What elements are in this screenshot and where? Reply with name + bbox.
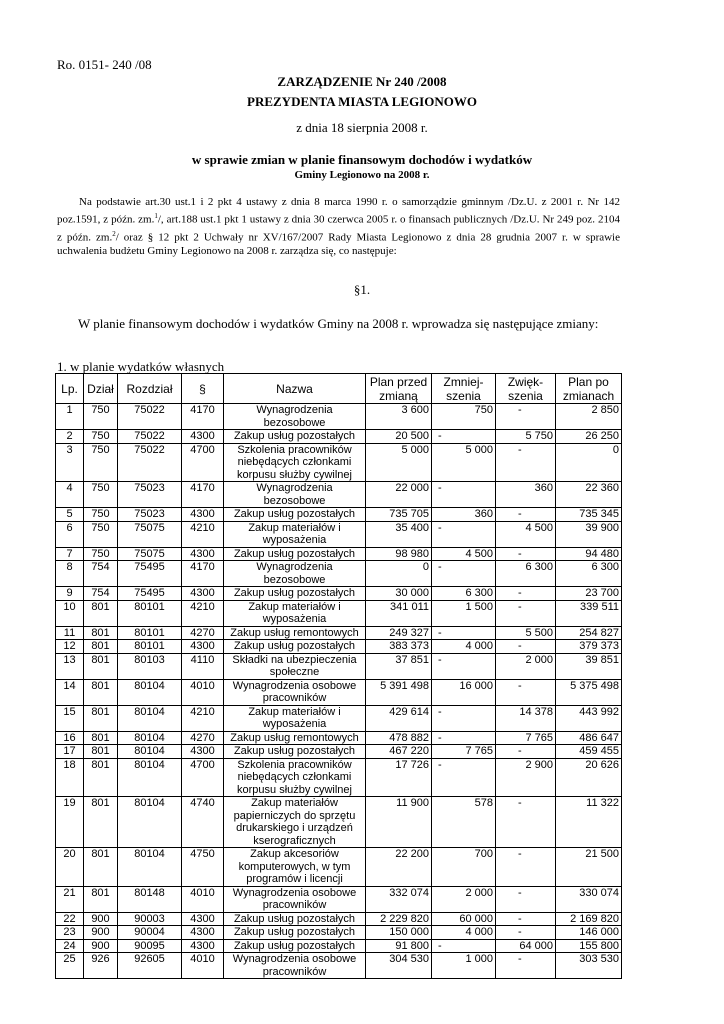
row-lp: 22 — [56, 912, 84, 926]
row-dzial: 801 — [84, 679, 118, 705]
row-paragraph: 4300 — [182, 745, 224, 759]
row-plan-przed: 30 000 — [366, 587, 432, 601]
document-title: ZARZĄDZENIE Nr 240 /2008 — [277, 74, 447, 89]
row-zwiekszenia: 5 500 — [496, 626, 556, 640]
row-nazwa: Zakup usług pozostałych — [224, 640, 366, 654]
row-nazwa: Zakup usług pozostałych — [224, 745, 366, 759]
row-zmniejszenia: 7 765 — [432, 745, 496, 759]
row-rozdzial: 80101 — [118, 626, 182, 640]
row-zmniejszenia: 6 300 — [432, 587, 496, 601]
row-zwiekszenia: - — [496, 443, 556, 482]
row-zmniejszenia: 16 000 — [432, 679, 496, 705]
header-paragraph: § — [182, 374, 224, 404]
row-lp: 12 — [56, 640, 84, 654]
row-rozdzial: 90095 — [118, 939, 182, 953]
row-zwiekszenia: - — [496, 508, 556, 522]
row-zwiekszenia: - — [496, 600, 556, 626]
row-rozdzial: 75022 — [118, 443, 182, 482]
row-zwiekszenia: 5 750 — [496, 430, 556, 444]
table-row — [56, 430, 622, 444]
row-paragraph: 4210 — [182, 600, 224, 626]
row-nazwa: Składki na ubezpieczenia społeczne — [224, 653, 366, 679]
row-lp: 19 — [56, 797, 84, 848]
row-rozdzial: 75075 — [118, 521, 182, 547]
row-paragraph: 4300 — [182, 912, 224, 926]
row-plan-przed: 735 705 — [366, 508, 432, 522]
row-rozdzial: 80104 — [118, 758, 182, 797]
row-paragraph: 4750 — [182, 848, 224, 887]
row-plan-przed: 0 — [366, 561, 432, 587]
header-zmniejszenia: Zmniej-szenia — [432, 374, 496, 404]
row-nazwa: Wynagrodzenia bezosobowe — [224, 482, 366, 508]
row-zwiekszenia: 2 900 — [496, 758, 556, 797]
row-rozdzial: 80103 — [118, 653, 182, 679]
row-nazwa: Zakup materiałów i wyposażenia — [224, 600, 366, 626]
row-lp: 14 — [56, 679, 84, 705]
row-zwiekszenia: 14 378 — [496, 705, 556, 731]
row-rozdzial: 80148 — [118, 886, 182, 912]
row-zwiekszenia: 64 000 — [496, 939, 556, 953]
row-nazwa: Wynagrodzenia bezosobowe — [224, 404, 366, 430]
row-rozdzial: 75075 — [118, 547, 182, 561]
row-plan-po: 339 511 — [556, 600, 622, 626]
row-zmniejszenia: 4 000 — [432, 926, 496, 940]
row-rozdzial: 90004 — [118, 926, 182, 940]
row-plan-po: 303 530 — [556, 953, 622, 979]
row-zmniejszenia: 1 000 — [432, 953, 496, 979]
row-zwiekszenia: - — [496, 848, 556, 887]
header-lp: Lp. — [56, 374, 84, 404]
row-rozdzial: 75495 — [118, 561, 182, 587]
row-lp: 25 — [56, 953, 84, 979]
row-paragraph: 4270 — [182, 731, 224, 745]
row-zwiekszenia: - — [496, 926, 556, 940]
row-plan-przed: 304 530 — [366, 953, 432, 979]
row-lp: 21 — [56, 886, 84, 912]
row-nazwa: Szkolenia pracowników niebędących członkami korpusu służby cywilnej — [224, 443, 366, 482]
row-dzial: 750 — [84, 521, 118, 547]
row-plan-po: 94 480 — [556, 547, 622, 561]
table-row — [56, 848, 622, 887]
row-zmniejszenia: - — [432, 561, 496, 587]
row-lp: 15 — [56, 705, 84, 731]
row-dzial: 801 — [84, 745, 118, 759]
row-plan-przed: 98 980 — [366, 547, 432, 561]
table-row — [56, 705, 622, 731]
row-nazwa: Zakup akcesoriów komputerowych, w tym programów i licencji — [224, 848, 366, 887]
table-row — [56, 404, 622, 430]
section-title: 1. w planie wydatków własnych — [57, 359, 225, 374]
row-dzial: 801 — [84, 797, 118, 848]
table-row — [56, 600, 622, 626]
table-row — [56, 640, 622, 654]
row-dzial: 801 — [84, 886, 118, 912]
row-plan-po: 23 700 — [556, 587, 622, 601]
row-lp: 5 — [56, 508, 84, 522]
table-row — [56, 731, 622, 745]
header-plan-po: Plan po zmianach — [556, 374, 622, 404]
table-row — [56, 508, 622, 522]
table-row — [56, 443, 622, 482]
row-nazwa: Zakup materiałów i wyposażenia — [224, 521, 366, 547]
row-plan-po: 39 900 — [556, 521, 622, 547]
row-zwiekszenia: - — [496, 547, 556, 561]
row-rozdzial: 80104 — [118, 705, 182, 731]
row-zwiekszenia: - — [496, 745, 556, 759]
row-rozdzial: 75022 — [118, 404, 182, 430]
header-plan-przed: Plan przed zmianą — [366, 374, 432, 404]
row-zmniejszenia: 1 500 — [432, 600, 496, 626]
row-paragraph: 4300 — [182, 939, 224, 953]
row-dzial: 926 — [84, 953, 118, 979]
table-row — [56, 653, 622, 679]
row-nazwa: Zakup materiałów papierniczych do sprzętu drukarskiego i urządzeń kserograficznych — [224, 797, 366, 848]
row-paragraph: 4300 — [182, 926, 224, 940]
table-row — [56, 953, 622, 979]
row-paragraph: 4210 — [182, 521, 224, 547]
row-zmniejszenia: - — [432, 758, 496, 797]
row-lp: 10 — [56, 600, 84, 626]
row-nazwa: Zakup materiałów i wyposażenia — [224, 705, 366, 731]
row-zmniejszenia: - — [432, 482, 496, 508]
row-plan-przed: 332 074 — [366, 886, 432, 912]
row-nazwa: Wynagrodzenia osobowe pracowników — [224, 886, 366, 912]
row-lp: 13 — [56, 653, 84, 679]
row-dzial: 801 — [84, 640, 118, 654]
row-zwiekszenia: 4 500 — [496, 521, 556, 547]
intro-part-c: / oraz § 12 pkt 2 Uchwały nr XV/167/2007 Rady Miasta Legionowo z dnia 28 grudnia 2007 r. w sprawie uchwalenia budżetu Gminy Legionowo na 2008 r. zarządza się, co następuje: — [57, 231, 620, 258]
row-plan-przed: 20 500 — [366, 430, 432, 444]
row-lp: 3 — [56, 443, 84, 482]
row-zmniejszenia: 4 500 — [432, 547, 496, 561]
table-row — [56, 745, 622, 759]
row-plan-po: 735 345 — [556, 508, 622, 522]
reference-number: Ro. 0151- 240 /08 — [57, 57, 152, 72]
row-rozdzial: 80104 — [118, 679, 182, 705]
table-header-row — [56, 374, 622, 404]
table-row — [56, 626, 622, 640]
lead-text: W planie finansowym dochodów i wydatków Gminy na 2008 r. wprowadza się następujące zmiany: — [78, 316, 599, 331]
row-lp: 23 — [56, 926, 84, 940]
row-lp: 4 — [56, 482, 84, 508]
intro-part-b: /, art.188 ust.1 pkt 1 ustawy z dnia 30 czerwca 2005 r. o finansach publicznych /Dz.U. Nr 249 poz. 2104 z późn. zm. — [57, 213, 620, 244]
row-paragraph: 4170 — [182, 482, 224, 508]
row-plan-przed: 22 200 — [366, 848, 432, 887]
row-rozdzial: 75023 — [118, 508, 182, 522]
row-plan-przed: 150 000 — [366, 926, 432, 940]
row-dzial: 750 — [84, 404, 118, 430]
row-plan-przed: 11 900 — [366, 797, 432, 848]
row-rozdzial: 80104 — [118, 745, 182, 759]
row-zmniejszenia: 2 000 — [432, 886, 496, 912]
row-nazwa: Wynagrodzenia osobowe pracowników — [224, 679, 366, 705]
row-plan-po: 39 851 — [556, 653, 622, 679]
row-rozdzial: 80101 — [118, 600, 182, 626]
row-zmniejszenia: - — [432, 521, 496, 547]
row-rozdzial: 80104 — [118, 848, 182, 887]
row-plan-po: 459 455 — [556, 745, 622, 759]
row-dzial: 754 — [84, 587, 118, 601]
row-lp: 24 — [56, 939, 84, 953]
table-row — [56, 587, 622, 601]
row-paragraph: 4010 — [182, 886, 224, 912]
row-dzial: 750 — [84, 508, 118, 522]
row-paragraph: 4270 — [182, 626, 224, 640]
paragraph-symbol: §1. — [353, 282, 371, 297]
row-paragraph: 4300 — [182, 547, 224, 561]
row-paragraph: 4300 — [182, 508, 224, 522]
row-zwiekszenia: - — [496, 404, 556, 430]
table-row — [56, 886, 622, 912]
row-zwiekszenia: - — [496, 953, 556, 979]
row-dzial: 801 — [84, 758, 118, 797]
row-paragraph: 4300 — [182, 640, 224, 654]
row-plan-po: 146 000 — [556, 926, 622, 940]
row-plan-po: 22 360 — [556, 482, 622, 508]
row-plan-przed: 91 800 — [366, 939, 432, 953]
row-plan-po: 379 373 — [556, 640, 622, 654]
table-row — [56, 939, 622, 953]
row-plan-przed: 37 851 — [366, 653, 432, 679]
row-zwiekszenia: 2 000 — [496, 653, 556, 679]
row-zwiekszenia: - — [496, 912, 556, 926]
row-zwiekszenia: - — [496, 640, 556, 654]
row-zmniejszenia: 4 000 — [432, 640, 496, 654]
row-rozdzial: 80104 — [118, 731, 182, 745]
row-lp: 16 — [56, 731, 84, 745]
row-nazwa: Zakup usług remontowych — [224, 731, 366, 745]
row-plan-przed: 22 000 — [366, 482, 432, 508]
row-paragraph: 4170 — [182, 561, 224, 587]
row-paragraph: 4700 — [182, 758, 224, 797]
row-plan-po: 0 — [556, 443, 622, 482]
row-paragraph: 4740 — [182, 797, 224, 848]
table-row — [56, 521, 622, 547]
table-row — [56, 482, 622, 508]
row-zwiekszenia: 6 300 — [496, 561, 556, 587]
row-dzial: 801 — [84, 848, 118, 887]
row-plan-po: 5 375 498 — [556, 679, 622, 705]
table-row — [56, 926, 622, 940]
row-zwiekszenia: - — [496, 587, 556, 601]
row-dzial: 801 — [84, 600, 118, 626]
row-lp: 17 — [56, 745, 84, 759]
row-plan-przed: 5 391 498 — [366, 679, 432, 705]
row-plan-przed: 17 726 — [366, 758, 432, 797]
row-plan-przed: 429 614 — [366, 705, 432, 731]
header-nazwa: Nazwa — [224, 374, 366, 404]
row-nazwa: Zakup usług pozostałych — [224, 547, 366, 561]
row-zmniejszenia: - — [432, 939, 496, 953]
row-lp: 9 — [56, 587, 84, 601]
row-zmniejszenia: - — [432, 731, 496, 745]
row-zmniejszenia: 5 000 — [432, 443, 496, 482]
row-plan-po: 20 626 — [556, 758, 622, 797]
row-lp: 6 — [56, 521, 84, 547]
intro-part-a: Na podstawie art.30 ust.1 i 2 pkt 4 ustawy z dnia 8 marca 1990 r. o samorządzie gminnym /Dz.U. z 2001 r. Nr 142 poz.1591, z późn. zm. — [57, 196, 620, 226]
table-row — [56, 758, 622, 797]
row-nazwa: Wynagrodzenia osobowe pracowników — [224, 953, 366, 979]
row-lp: 1 — [56, 404, 84, 430]
row-lp: 18 — [56, 758, 84, 797]
row-rozdzial: 75495 — [118, 587, 182, 601]
row-rozdzial: 75023 — [118, 482, 182, 508]
row-plan-przed: 5 000 — [366, 443, 432, 482]
row-zmniejszenia: - — [432, 653, 496, 679]
subject-line-1: w sprawie zmian w planie finansowym dochodów i wydatków — [191, 152, 533, 167]
row-dzial: 900 — [84, 939, 118, 953]
legal-basis-paragraph — [57, 195, 620, 258]
table-row — [56, 797, 622, 848]
row-dzial: 750 — [84, 482, 118, 508]
row-rozdzial: 80104 — [118, 797, 182, 848]
row-paragraph: 4010 — [182, 679, 224, 705]
row-plan-po: 26 250 — [556, 430, 622, 444]
row-zmniejszenia: - — [432, 626, 496, 640]
row-dzial: 754 — [84, 561, 118, 587]
header-zwiekszenia: Zwięk-szenia — [496, 374, 556, 404]
row-zwiekszenia: - — [496, 679, 556, 705]
row-rozdzial: 75022 — [118, 430, 182, 444]
row-dzial: 750 — [84, 443, 118, 482]
table-row — [56, 547, 622, 561]
row-nazwa: Wynagrodzenia bezosobowe — [224, 561, 366, 587]
row-plan-przed: 3 600 — [366, 404, 432, 430]
table-row — [56, 679, 622, 705]
row-nazwa: Zakup usług pozostałych — [224, 587, 366, 601]
row-zwiekszenia: 7 765 — [496, 731, 556, 745]
row-zmniejszenia: 60 000 — [432, 912, 496, 926]
row-lp: 11 — [56, 626, 84, 640]
subject-line-2: Gminy Legionowo na 2008 r. — [294, 169, 430, 181]
row-plan-przed: 467 220 — [366, 745, 432, 759]
row-paragraph: 4300 — [182, 430, 224, 444]
row-paragraph: 4700 — [182, 443, 224, 482]
row-zwiekszenia: 360 — [496, 482, 556, 508]
expenditure-table — [55, 373, 622, 979]
row-nazwa: Zakup usług remontowych — [224, 626, 366, 640]
row-paragraph: 4210 — [182, 705, 224, 731]
row-plan-przed: 249 327 — [366, 626, 432, 640]
row-paragraph: 4300 — [182, 587, 224, 601]
row-zmniejszenia: 578 — [432, 797, 496, 848]
row-dzial: 801 — [84, 653, 118, 679]
row-plan-przed: 2 229 820 — [366, 912, 432, 926]
row-zmniejszenia: - — [432, 430, 496, 444]
row-plan-po: 486 647 — [556, 731, 622, 745]
row-paragraph: 4010 — [182, 953, 224, 979]
row-dzial: 900 — [84, 912, 118, 926]
row-dzial: 801 — [84, 705, 118, 731]
row-rozdzial: 92605 — [118, 953, 182, 979]
row-plan-po: 2 169 820 — [556, 912, 622, 926]
row-plan-przed: 35 400 — [366, 521, 432, 547]
row-nazwa: Szkolenia pracowników niebędących członkami korpusu służby cywilnej — [224, 758, 366, 797]
row-rozdzial: 80101 — [118, 640, 182, 654]
row-lp: 2 — [56, 430, 84, 444]
row-lp: 20 — [56, 848, 84, 887]
row-zwiekszenia: - — [496, 886, 556, 912]
footnote-2: 2 — [112, 229, 116, 238]
row-zwiekszenia: - — [496, 797, 556, 848]
header-rozdzial: Rozdział — [118, 374, 182, 404]
row-paragraph: 4170 — [182, 404, 224, 430]
row-lp: 8 — [56, 561, 84, 587]
row-paragraph: 4110 — [182, 653, 224, 679]
row-plan-po: 330 074 — [556, 886, 622, 912]
row-plan-po: 443 992 — [556, 705, 622, 731]
row-nazwa: Zakup usług pozostałych — [224, 912, 366, 926]
row-plan-po: 254 827 — [556, 626, 622, 640]
row-nazwa: Zakup usług pozostałych — [224, 430, 366, 444]
row-zmniejszenia: - — [432, 705, 496, 731]
row-plan-po: 2 850 — [556, 404, 622, 430]
row-plan-po: 6 300 — [556, 561, 622, 587]
row-plan-po: 11 322 — [556, 797, 622, 848]
row-plan-po: 21 500 — [556, 848, 622, 887]
row-nazwa: Zakup usług pozostałych — [224, 926, 366, 940]
row-plan-przed: 341 011 — [366, 600, 432, 626]
footnote-1: 1 — [154, 212, 158, 220]
header-dzial: Dział — [84, 374, 118, 404]
row-rozdzial: 90003 — [118, 912, 182, 926]
row-dzial: 900 — [84, 926, 118, 940]
row-plan-po: 155 800 — [556, 939, 622, 953]
row-zmniejszenia: 750 — [432, 404, 496, 430]
table-row — [56, 912, 622, 926]
row-plan-przed: 478 882 — [366, 731, 432, 745]
row-dzial: 750 — [84, 547, 118, 561]
row-dzial: 801 — [84, 626, 118, 640]
document-date: z dnia 18 sierpnia 2008 r. — [296, 120, 428, 135]
row-plan-przed: 383 373 — [366, 640, 432, 654]
row-zmniejszenia: 360 — [432, 508, 496, 522]
row-dzial: 801 — [84, 731, 118, 745]
row-lp: 7 — [56, 547, 84, 561]
table-row — [56, 561, 622, 587]
row-dzial: 750 — [84, 430, 118, 444]
row-nazwa: Zakup usług pozostałych — [224, 939, 366, 953]
row-zmniejszenia: 700 — [432, 848, 496, 887]
document-issuer: PREZYDENTA MIASTA LEGIONOWO — [247, 94, 477, 109]
row-nazwa: Zakup usług pozostałych — [224, 508, 366, 522]
